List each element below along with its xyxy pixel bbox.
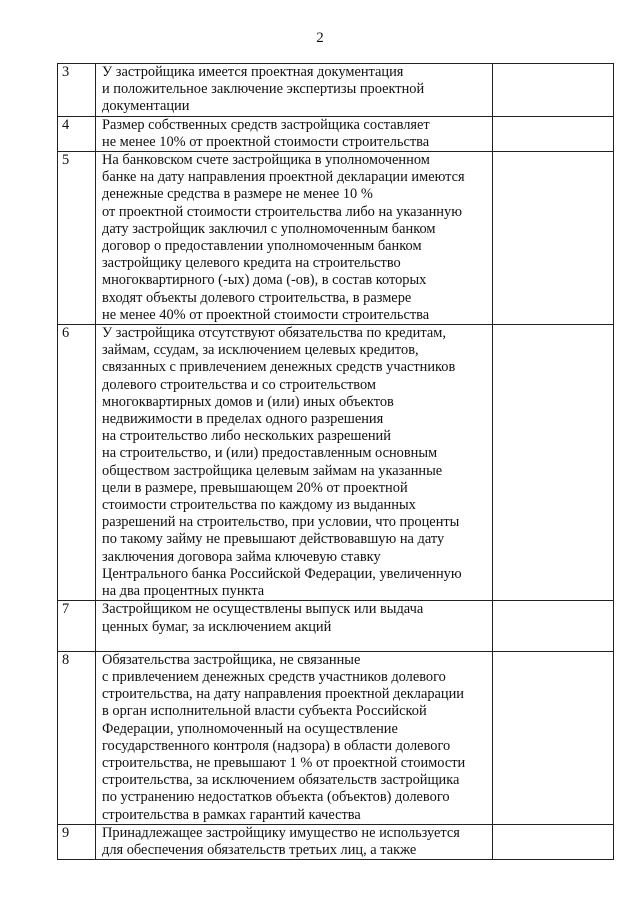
text-line: строительства, за исключением обязательств застройщика (102, 772, 460, 789)
text-line: Обязательства застройщика, не связанные (102, 651, 361, 668)
table-row (58, 651, 614, 824)
compliance-cell (493, 116, 614, 151)
text-line: У застройщика отсутствуют обязательства по кредитам, (102, 325, 446, 342)
criterion-text (96, 601, 493, 651)
compliance-cell (493, 152, 614, 325)
compliance-cell (493, 64, 614, 117)
text-line: У застройщика имеется проектная документация (102, 64, 404, 80)
text-line: застройщику целевого кредита на строительство (102, 255, 401, 272)
criterion-text (96, 651, 493, 824)
page-number: 2 (316, 30, 324, 46)
criterion-text (96, 64, 493, 117)
text-line: долевого строительства и со строительством (102, 376, 376, 393)
row-number: 8 (58, 651, 96, 824)
criterion-text (96, 116, 493, 151)
row-number: 3 (58, 64, 96, 117)
compliance-cell (493, 325, 614, 601)
row-number: 7 (58, 601, 96, 651)
text-line: займам, ссудам, за исключением целевых кредитов, (102, 342, 419, 359)
text-line: связанных с привлечением денежных средств участников (102, 359, 456, 376)
table-row (58, 116, 614, 151)
text-line: по устранению недостатков объекта (объектов) долевого (102, 789, 450, 806)
text-line: строительства, не превышают 1 % от проектной стоимости (102, 754, 466, 771)
text-line: заключения договора займа ключевую ставку (102, 548, 381, 565)
text-line: на строительство либо нескольких разрешений (102, 428, 391, 445)
text-line: Центрального банка Российской Федерации, увеличенную (102, 565, 462, 582)
table-row (58, 64, 614, 117)
criterion-text (96, 152, 493, 325)
row-number: 6 (58, 325, 96, 601)
text-line: государственного контроля (надзора) в области долевого (102, 737, 451, 754)
text-line: на два процентных пункта (102, 583, 265, 600)
table-row (58, 152, 614, 325)
text-line: Принадлежащее застройщику имущество не используется (102, 824, 460, 841)
text-line: банке на дату направления проектной декларации имеются (102, 169, 465, 186)
text-line: Застройщиком не осуществлены выпуск или выдача (102, 601, 424, 618)
text-line: денежные средства в размере не менее 10 % (102, 186, 373, 203)
text-line: многоквартирного (-ых) дома (-ов), в состав которых (102, 272, 427, 289)
criterion-text (96, 824, 493, 859)
row-number: 4 (58, 116, 96, 151)
text-line: На банковском счете застройщика в уполномоченном (102, 152, 430, 169)
compliance-cell (493, 651, 614, 824)
text-line: не менее 10% от проектной стоимости строительства (102, 133, 430, 150)
table-row (58, 824, 614, 859)
text-line: документации (102, 98, 190, 115)
text-line: Федерации, уполномоченный на осуществление (102, 720, 398, 737)
text-line: от проектной стоимости строительства либо на указанную (102, 203, 462, 220)
text-line: и положительное заключение экспертизы проектной (102, 81, 425, 98)
text-line: по такому займу не превышают действовавшую на дату (102, 531, 445, 548)
text-line: стоимости строительства по каждому из выданных (102, 497, 416, 514)
text-line: обществом застройщика целевым займам на указанные (102, 462, 443, 479)
text-line: строительства в рамках гарантий качества (102, 806, 361, 823)
text-line: договор о предоставлении уполномоченным банком (102, 238, 422, 255)
text-line: на строительство, и (или) предоставленным основным (102, 445, 438, 462)
compliance-cell (493, 601, 614, 651)
criteria-table (57, 63, 614, 860)
text-line: входят объекты долевого строительства, в размере (102, 289, 412, 306)
text-line: многоквартирных домов и (или) иных объектов (102, 393, 394, 410)
criterion-text (96, 325, 493, 601)
text-line: с привлечением денежных средств участников долевого (102, 668, 446, 685)
text-line: недвижимости в пределах одного разрешения (102, 411, 384, 428)
table-row (58, 601, 614, 651)
table-row (58, 325, 614, 601)
row-number: 9 (58, 824, 96, 859)
text-line: строительства, на дату направления проектной декларации (102, 686, 465, 703)
text-line: цели в размере, превышающем 20% от проектной (102, 479, 408, 496)
text-line: для обеспечения обязательств третьих лиц, а также (102, 841, 417, 858)
text-line: в орган исполнительной власти субъекта Российской (102, 703, 427, 720)
text-line: не менее 40% от проектной стоимости строительства (102, 306, 430, 323)
row-number: 5 (58, 152, 96, 325)
text-line: ценных бумаг, за исключением акций (102, 618, 332, 635)
compliance-cell (493, 824, 614, 859)
text-line: разрешений на строительство, при условии, что проценты (102, 514, 460, 531)
text-line: Размер собственных средств застройщика составляет (102, 116, 430, 133)
text-line: дату застройщик заключил с уполномоченным банком (102, 220, 436, 237)
